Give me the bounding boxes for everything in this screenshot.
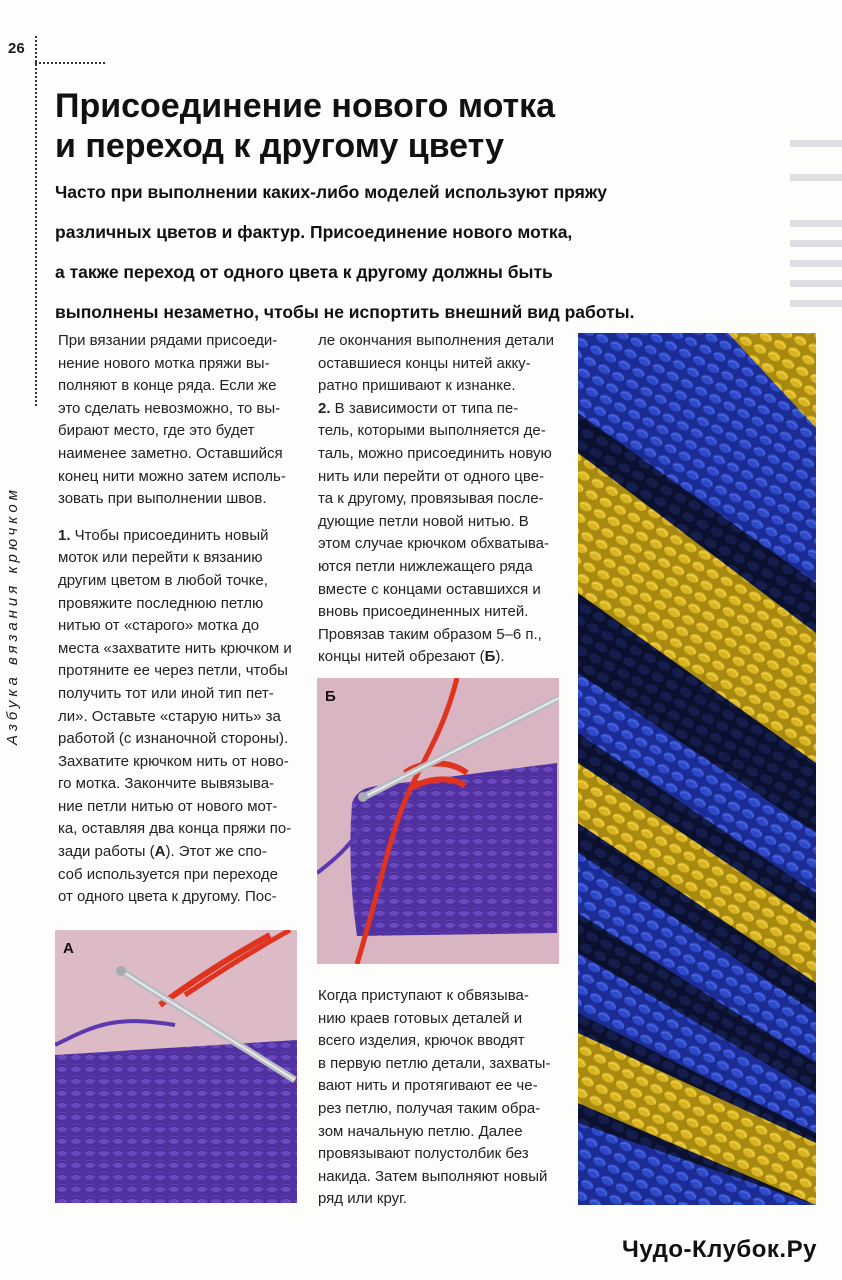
- text-line: всего изделия, крючок вводят: [318, 1032, 525, 1050]
- text-line: рез петлю, получая таким обра-: [318, 1099, 541, 1117]
- text-line: зом начальную петлю. Далее: [318, 1122, 523, 1140]
- text-line: накида. Затем выполняют новый: [318, 1167, 548, 1185]
- running-head: Азбука вязания крючком: [4, 486, 21, 745]
- text-line: нение нового мотка пряжи вы-: [58, 354, 270, 372]
- text-line: зовать при выполнении швов.: [58, 490, 267, 508]
- text-line: провяжите последнюю петлю: [58, 594, 264, 612]
- photo-striped-crochet-fabric: [578, 333, 816, 1205]
- text-line: протяните ее через петли, чтобы: [58, 662, 288, 680]
- text-line: провязывают полустолбик без: [318, 1145, 529, 1163]
- text-line: ка, оставляя два конца пряжи по-: [58, 820, 292, 838]
- text-line: нить или перейти от одного цве-: [318, 467, 544, 485]
- text-line: зади работы (А). Этот же спо-: [58, 843, 267, 861]
- body-column-3: [318, 985, 558, 1211]
- text-line: конец нити можно затем исполь-: [58, 467, 286, 485]
- text-line: ле окончания выполнения детали: [318, 332, 555, 349]
- article-title: [55, 86, 615, 166]
- text-line: этом случае крючком обхватыва-: [318, 535, 549, 553]
- photo-b-crochet-join: [317, 678, 559, 964]
- text-line: получить тот или иной тип пет-: [58, 684, 274, 702]
- text-line: нию краев готовых деталей и: [318, 1009, 523, 1027]
- text-line: 2. В зависимости от типа пе-: [318, 399, 519, 417]
- text-line: другим цветом в любой точке,: [58, 571, 268, 589]
- body-column-1: [58, 330, 300, 909]
- title-line: Присоединение нового мотка: [55, 87, 556, 125]
- text-line: оставшиеся концы нитей акку-: [318, 354, 531, 372]
- text-line: вновь присоединенных нитей.: [318, 603, 529, 621]
- text-line: дующие петли новой нитью. В: [318, 512, 529, 530]
- text-line: Провязав таким образом 5–6 п.,: [318, 625, 542, 643]
- lead-line: выполнены незаметно, чтобы не испортить внешний вид работы.: [55, 302, 635, 322]
- text-line: соб используется при переходе: [58, 865, 278, 883]
- text-line: ются петли нижлежащего ряда: [318, 557, 533, 575]
- text-line: ряд или круг.: [318, 1190, 407, 1208]
- lead-line: различных цветов и фактур. Присоединение нового мотка,: [55, 222, 573, 242]
- text-line: от одного цвета к другому. Пос-: [58, 888, 277, 906]
- page-number: 26: [8, 40, 25, 57]
- text-line: концы нитей обрезают (Б).: [318, 648, 505, 666]
- text-line: При вязании рядами присоеди-: [58, 332, 278, 349]
- text-line: в первую петлю детали, захваты-: [318, 1054, 551, 1072]
- text-line: бирают место, где это будет: [58, 422, 255, 440]
- text-line: тель, которыми выполняется де-: [318, 422, 546, 440]
- title-line: и переход к другому цвету: [55, 127, 505, 165]
- lead-paragraph: [55, 172, 635, 332]
- text-line: ли». Оставьте «старую нить» за: [58, 707, 281, 725]
- next-page-bleed: [790, 88, 842, 348]
- text-line: ние петли нитью от нового мот-: [58, 797, 278, 815]
- text-line: наименее заметно. Оставшийся: [58, 444, 283, 462]
- lead-line: Часто при выполнении каких-либо моделей используют пряжу: [55, 182, 607, 202]
- text-line: моток или перейти к вязанию: [58, 549, 263, 567]
- photo-b-label: Б: [325, 688, 336, 705]
- paragraph-gap: [58, 511, 300, 525]
- text-line: это сделать невозможно, то вы-: [58, 399, 281, 417]
- text-line: нитью от «старого» мотка до: [58, 617, 260, 635]
- text-line: 1. Чтобы присоединить новый: [58, 526, 269, 544]
- dotted-rule-side: [35, 36, 37, 406]
- text-line: таль, можно присоединить новую: [318, 444, 552, 462]
- photo-a-crochet-join: [55, 930, 297, 1203]
- body-column-2: [318, 330, 558, 669]
- text-line: Захватите крючком нить от ново-: [58, 752, 289, 770]
- lead-line: а также переход от одного цвета к другому должны быть: [55, 262, 553, 282]
- text-line: полняют в конце ряда. Если же: [58, 377, 277, 395]
- text-line: Когда приступают к обвязыва-: [318, 987, 529, 1004]
- text-line: места «захватите нить крючком и: [58, 639, 292, 657]
- photo-a-label: А: [63, 940, 74, 957]
- text-line: го мотка. Закончите вывязыва-: [58, 775, 275, 793]
- text-line: ратно пришивают к изнанке.: [318, 377, 516, 395]
- dotted-rule-top: [35, 62, 105, 64]
- text-line: та к другому, провязывая после-: [318, 490, 544, 508]
- site-watermark: Чудо-Клубок.Ру: [622, 1236, 817, 1263]
- text-line: работой (с изнаночной стороны).: [58, 730, 289, 748]
- text-line: вместе с концами оставшихся и: [318, 580, 541, 598]
- text-line: вают нить и протягивают ее че-: [318, 1077, 538, 1095]
